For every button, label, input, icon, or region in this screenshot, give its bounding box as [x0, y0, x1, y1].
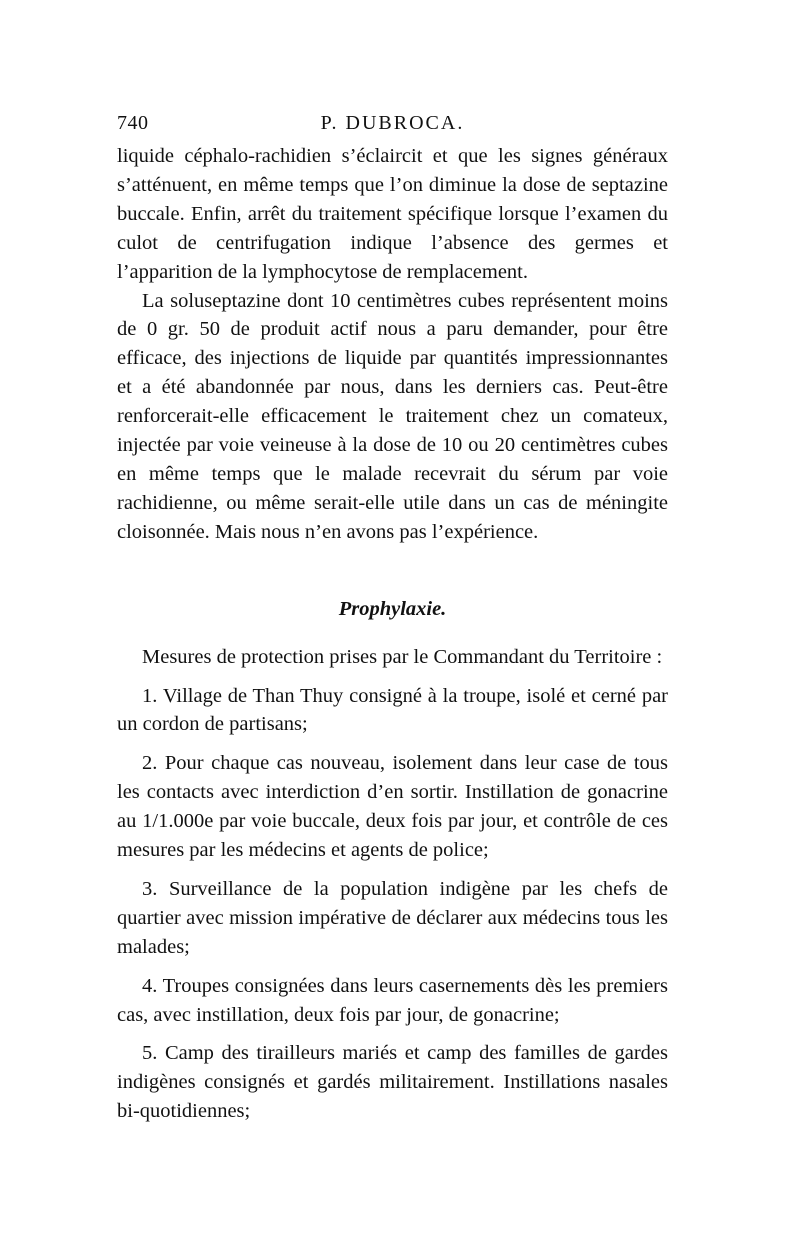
measure-text: Surveillance de la population indigène par les chefs de quartier avec mission impérative de déclarer aux médecins tous les malades;: [117, 877, 668, 958]
measure-number: 5.: [142, 1042, 158, 1065]
page-number: 740: [117, 112, 149, 134]
measure-item: [117, 682, 668, 740]
measure-text: Troupes consignées dans leurs casernements dès les premiers cas, avec instillation, deux fois par jour, de gonacrine;: [117, 974, 668, 1026]
section-title: Prophylaxie.: [338, 597, 447, 620]
measure-text: Camp des tirailleurs mariés et camp des familles de gardes indigènes consignés et gardés militairement. Instillations nasales bi-quotidiennes;: [117, 1042, 668, 1123]
measure-number: 1.: [142, 684, 158, 707]
measure-number: 3.: [142, 877, 158, 900]
body-text: [117, 142, 668, 1126]
paragraph-soluseptazine: La soluseptazine dont 10 centimètres cubes représentent moins de 0 gr. 50 de produit actif nous a paru demander, pour être efficace, des injections de liquide par quantités impressionnantes et a été abandonnée par nous, dans les derniers cas. Peut-être renforcerait-elle efficacement le traitement chez un comateux, injectée par voie veineuse à la dose de 10 ou 20 centimètres cubes en même temps que le malade recevrait du sérum par voie rachidienne, ou même serait-elle utile dans un cas de méningite cloisonnée. Mais nous n’en avons pas l’expérience.: [117, 289, 668, 543]
paragraph-continuation: liquide céphalo-rachidien s’éclaircit et que les signes généraux s’atténuent, en même temps que l’on diminue la dose de septazine buccale. Enfin, arrêt du traitement spécifique lorsque l’examen du culot de centrifugation indique l’absence des germes et l’apparition de la lymphocytose de remplacement.: [117, 145, 668, 283]
measure-number: 4.: [142, 974, 158, 997]
measure-item: [117, 1039, 668, 1126]
measure-text: Village de Than Thuy consigné à la troupe, isolé et cerné par un cordon de partisans;: [117, 684, 668, 736]
measure-text: Pour chaque cas nouveau, isolement dans leur case de tous les contacts avec interdiction d’en sortir. Instillation de gonacrine au 1/1.000e par voie buccale, deux fois par jour, et contrôle de ces mesures par les médecins et agents de police;: [117, 752, 668, 862]
measure-item: [117, 875, 668, 962]
book-page: [117, 112, 668, 1126]
measure-item: [117, 972, 668, 1030]
measure-number: 2.: [142, 752, 158, 775]
running-head: P. DUBROCA.: [320, 112, 465, 134]
page-header: [117, 112, 668, 142]
measure-item: [117, 749, 668, 865]
prophylaxis-intro: Mesures de protection prises par le Commandant du Territoire :: [142, 645, 663, 668]
